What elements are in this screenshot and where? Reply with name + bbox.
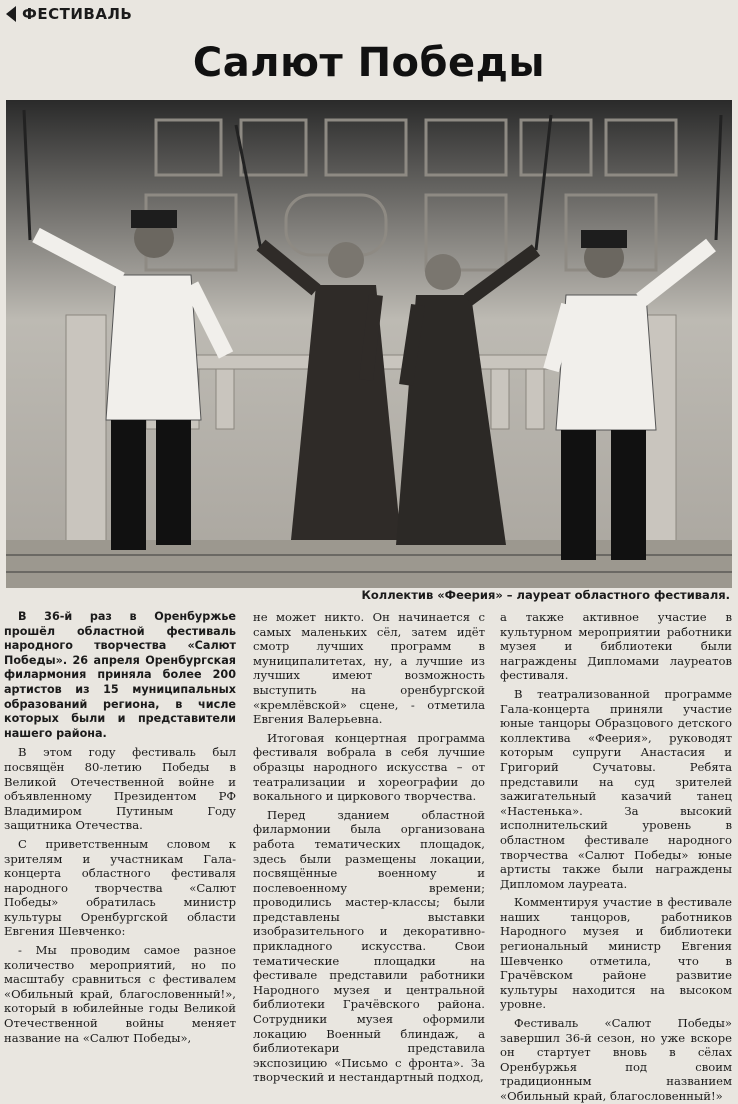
article-column-3 bbox=[500, 610, 732, 1103]
paragraph: а также активное участие в культурном мероприятии работники музея и библиотеки были награждены Дипломами лауреатов фестиваля. bbox=[500, 610, 732, 683]
paragraph: - Мы проводим самое разное количество мероприятий, но по масштабу сравниться с фестивалем «Обильный край, благословенный!», который в юбилейные годы Великой Отечественной войны меняет название на «Салют Победы», bbox=[4, 943, 236, 1045]
section-header bbox=[0, 0, 146, 28]
photo-caption: Коллектив «Феерия» – лауреат областного фестиваля. bbox=[361, 588, 730, 602]
section-label: ФЕСТИВАЛЬ bbox=[22, 5, 133, 23]
paragraph: Фестиваль «Салют Победы» завершил 36-й сезон, но уже вскоре он стартует вновь в сёлах Оренбуржья под своим традиционным названием «Обильный край, благословенный!» bbox=[500, 1016, 732, 1103]
paragraph: В этом году фестиваль был посвящён 80-летию Победы в Великой Отечественной войне и объявленному Президентом РФ Владимиром Путиным Году защитника Отечества. bbox=[4, 745, 236, 833]
paragraph: Итоговая концертная программа фестиваля вобрала в себя лучшие образцы народного искусства – от театрализации и хореографии до вокального и циркового творчества. bbox=[253, 730, 485, 804]
headline: Салют Победы bbox=[192, 40, 546, 86]
photo-illustration bbox=[6, 100, 732, 588]
article-column-1 bbox=[4, 610, 236, 1045]
paragraph: В 36-й раз в Оренбуржье прошёл областной фестиваль народного творчества «Салют Победы». 26 апреля Оренбургская филармония приняла более 200 артистов из 15 муниципальных образований региона, в числе которых были и представители нашего района. bbox=[4, 610, 236, 740]
paragraph: В театрализованной программе Гала-концерта приняли участие юные танцоры Образцового детского коллектива «Феерия», руководят которым супруги Анастасия и Григорий Сучатовы. Ребята представили на суд зрителей зажигательный казачий танец «Настенька». За высокий исполнительский уровень в областном фестивале народного творчества «Салют Победы» юные артисты также были награждены Дипломом лауреата. bbox=[500, 686, 732, 891]
paragraph: не может никто. Он начинается с самых маленьких сёл, затем идёт смотр лучших программ в муниципалитетах, ну, а лучшие из лучших имеют возможность выступить на оренбургской «кремлёвской» сцене, - отметила Евгения Валерьевна. bbox=[253, 610, 485, 727]
triangle-icon bbox=[6, 6, 16, 22]
article-column-2 bbox=[253, 610, 485, 1085]
lead-paragraph bbox=[4, 610, 236, 741]
paragraph: С приветственным словом к зрителям и участникам Гала-концерта областного фестиваля народного творчества «Салют Победы» обратилась министр культуры Оренбургской области Евгения Шевченко: bbox=[4, 836, 236, 939]
photo-dancers bbox=[6, 100, 732, 588]
paragraph: Перед зданием областной филармонии была организована работа тематических площадок, здесь были размещены локации, посвящённые военному и послевоенному времени; проводились мастер-классы; были представлены выставки изобразительного и декоративно-прикладного искусства. Свои тематические площадки на фестивале представили работники Народного музея и центральной библиотеки Грачёвского района. Сотрудники музея оформили локацию Военный блиндаж, а библиотекари представила экспозицию «Письмо с фронта». За творческий и нестандартный подход, bbox=[253, 807, 485, 1085]
paragraph: Комментируя участие в фестивале наших танцоров, работников Народного музея и библиотеки региональный министр Евгения Шевченко отметила, что в Грачёвском районе развитие культуры находится на высоком уровне. bbox=[500, 895, 732, 1012]
